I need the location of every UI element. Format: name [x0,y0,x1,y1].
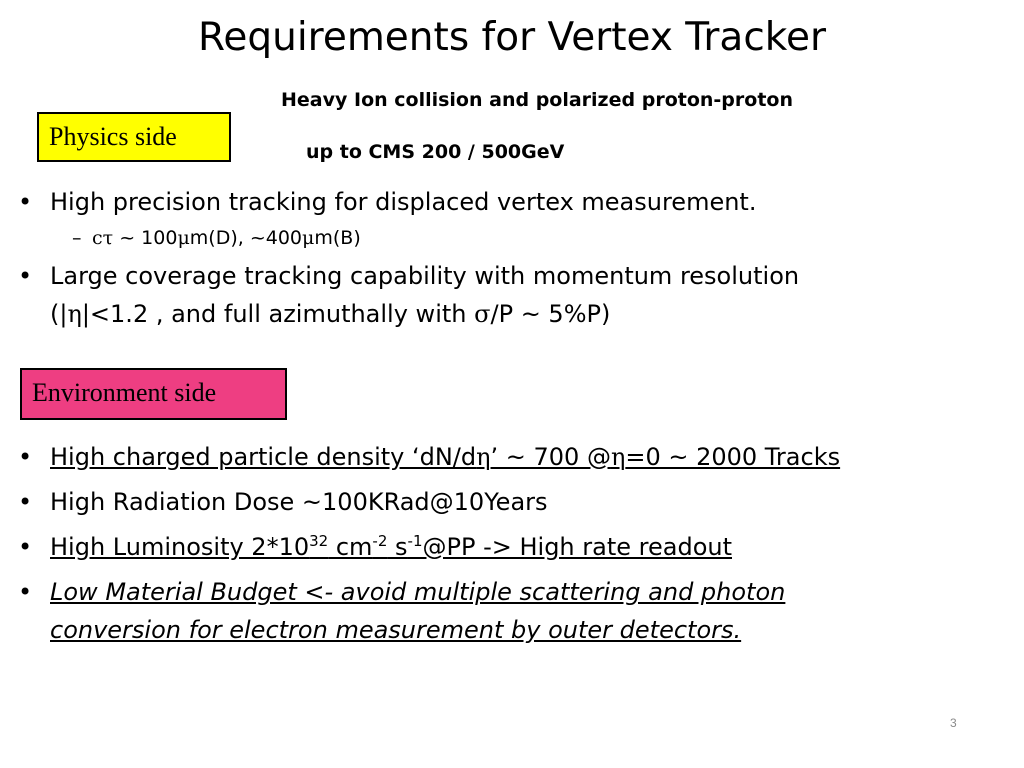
bullet-icon: • [18,488,33,516]
subtitle-collision: Heavy Ion collision and polarized proton-proton [281,89,793,111]
list-item-precision-tracking [12,183,972,221]
bullet-icon: • [18,443,33,471]
decay-length-text: cτ ~ 100μm(D), ~400μm(B) [92,227,361,249]
subtitle-energy: up to CMS 200 / 500GeV [306,141,565,163]
list-item-luminosity [12,528,972,566]
bullet-icon: • [18,188,33,216]
page-number: 3 [950,716,957,730]
material-budget-text: Low Material Budget <- avoid multiple scattering and photon conversion for electron measurement by outer detectors. [50,578,786,644]
physics-requirements-list [12,183,972,340]
physics-side-label: Physics side [37,112,231,162]
slide-title: Requirements for Vertex Tracker [198,15,826,60]
large-coverage-text: Large coverage tracking capability with momentum resolution (|η|<1.2 , and full azimuthally with σ/P ~ 5%P) [50,262,800,328]
precision-tracking-text: High precision tracking for displaced vertex measurement. [50,188,757,216]
luminosity-text: High Luminosity $2*10^{32}$ $cm^{-2}$ $s^{-1}@PP$ -> High rate readout [50,532,732,561]
bullet-icon: • [18,262,33,290]
environment-requirements-list [12,438,972,656]
sublist-item-decay-length [12,224,972,252]
bullet-icon: • [18,533,33,561]
list-item-large-coverage [12,257,972,333]
radiation-dose-text: High Radiation Dose ~100KRad@10Years [50,488,548,516]
bullet-icon: • [18,578,33,606]
list-item-radiation-dose [12,483,972,521]
dash-icon: – [72,227,82,249]
list-item-particle-density [12,438,972,476]
particle-density-text: High charged particle density ‘dN/dη’ ~ 700 @η=0 ~ 2000 Tracks [50,443,841,471]
environment-side-label: Environment side [20,368,287,420]
list-item-material-budget [12,573,972,649]
